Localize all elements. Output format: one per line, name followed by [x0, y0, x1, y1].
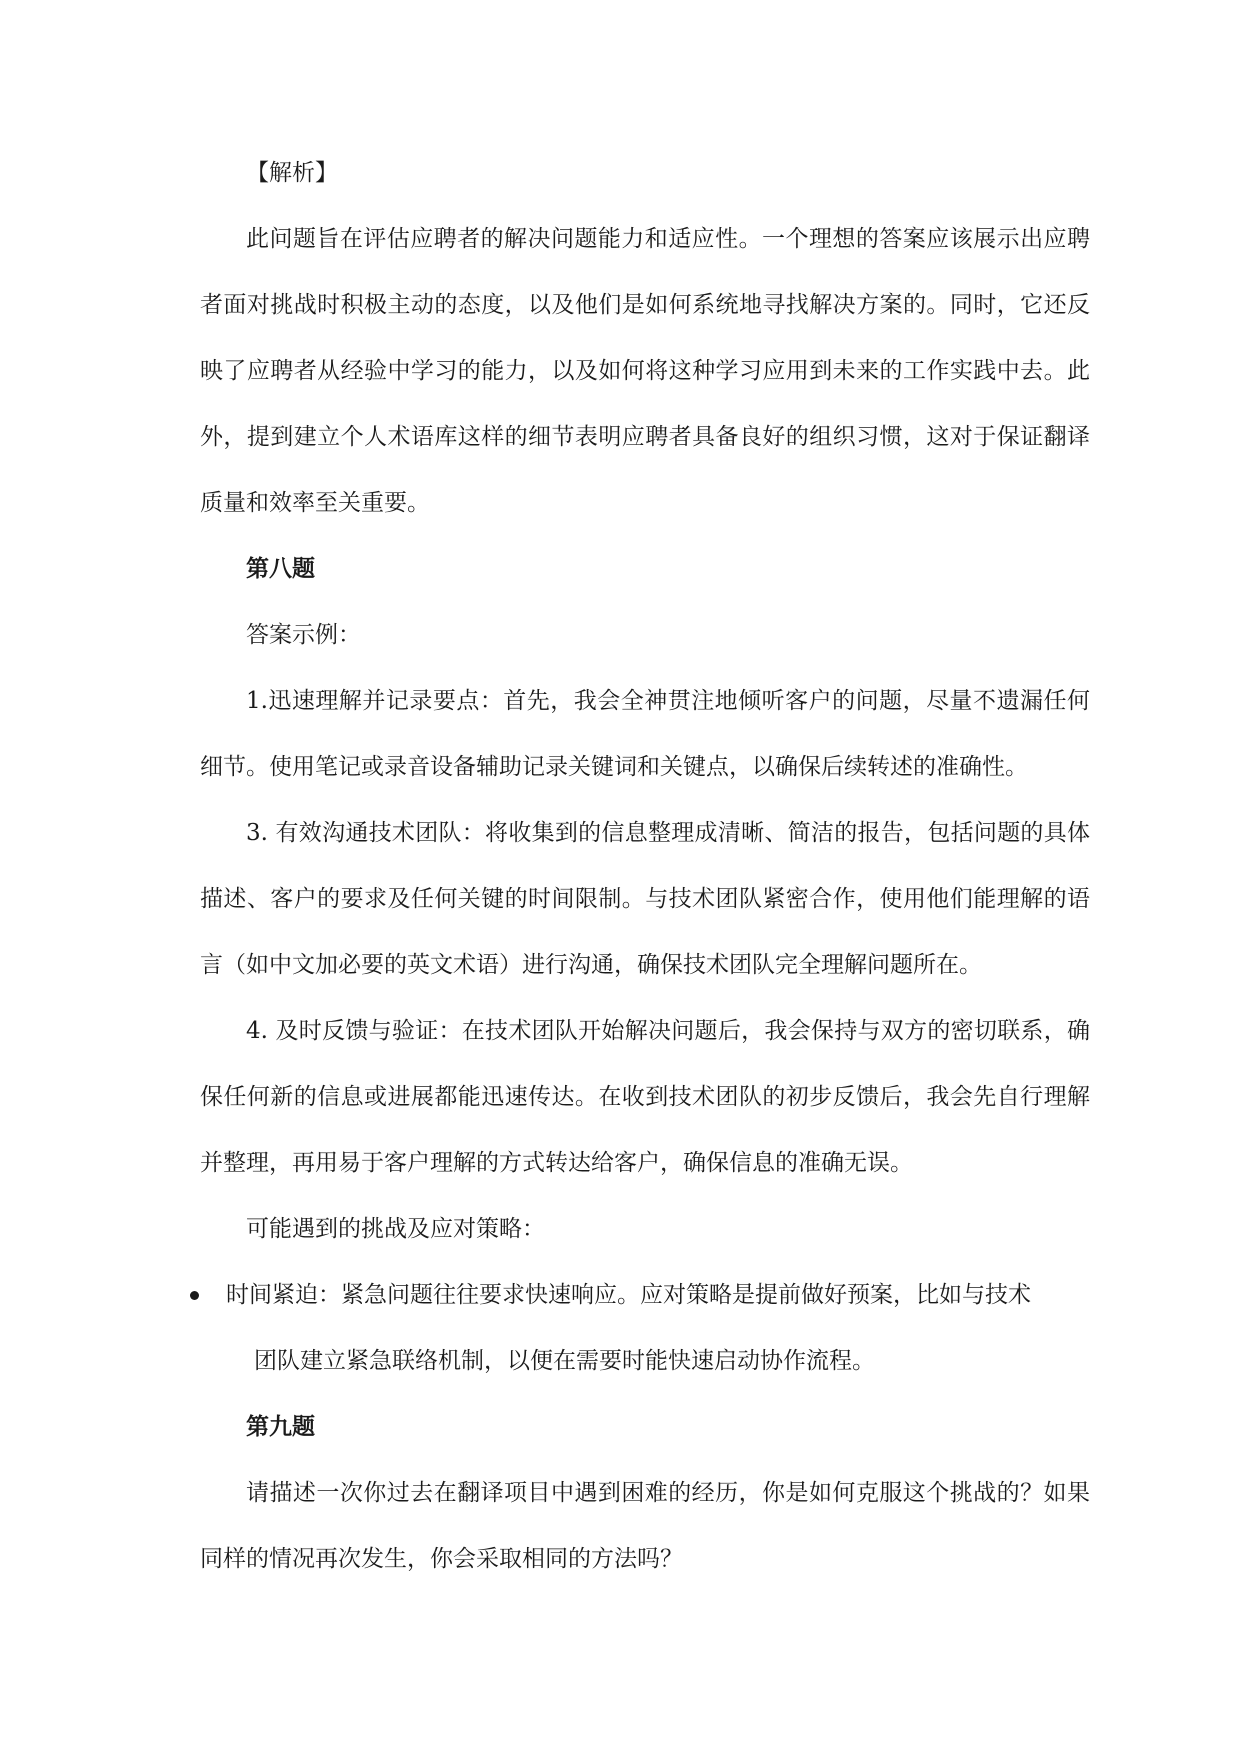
analysis-paragraph: 此问题旨在评估应聘者的解决问题能力和适应性。一个理想的答案应该展示出应聘者面对挑战时积极主动的态度，以及他们是如何系统地寻找解决方案的。同时，它还反映了应聘者从经验中学习的能力，以及如何将这种学习应用到未来的工作实践中去。此外，提到建立个人术语库这样的细节表明应聘者具备良好的组织习惯，这对于保证翻译质量和效率至关重要。 — [200, 226, 1090, 516]
analysis-label: 【解析】 — [246, 160, 338, 186]
question-9-text: 请描述一次你过去在翻译项目中遇到困难的经历，你是如何克服这个挑战的？如果同样的情况再次发生，你会采取相同的方法吗？ — [200, 1480, 1090, 1572]
answer-example-label: 答案示例： — [246, 622, 361, 648]
challenges-label: 可能遇到的挑战及应对策略： — [246, 1216, 545, 1242]
challenge-bullet-line-2: 团队建立紧急联络机制，以便在需要时能快速启动协作流程。 — [254, 1348, 875, 1374]
challenge-bullet-item — [200, 1262, 1090, 1394]
document-body — [200, 140, 1090, 1592]
question-9-heading: 第九题 — [246, 1413, 315, 1440]
answer-point-3: 3. 有效沟通技术团队：将收集到的信息整理成清晰、简洁的报告，包括问题的具体描述、客户的要求及任何关键的时间限制。与技术团队紧密合作，使用他们能理解的语言（如中文加必要的英文术语）进行沟通，确保技术团队完全理解问题所在。 — [200, 820, 1090, 978]
challenge-bullet-line-1: 时间紧迫：紧急问题往往要求快速响应。应对策略是提前做好预案，比如与技术 — [226, 1282, 1031, 1308]
question-8-heading: 第八题 — [246, 555, 315, 582]
answer-point-1: 1.迅速理解并记录要点：首先，我会全神贯注地倾听客户的问题，尽量不遗漏任何细节。使用笔记或录音设备辅助记录关键词和关键点，以确保后续转述的准确性。 — [200, 688, 1090, 780]
answer-point-4: 4. 及时反馈与验证：在技术团队开始解决问题后，我会保持与双方的密切联系，确保任何新的信息或进展都能迅速传达。在收到技术团队的初步反馈后，我会先自行理解并整理，再用易于客户理解的方式转达给客户，确保信息的准确无误。 — [200, 1018, 1090, 1176]
bullet-dot-icon — [190, 1291, 199, 1300]
